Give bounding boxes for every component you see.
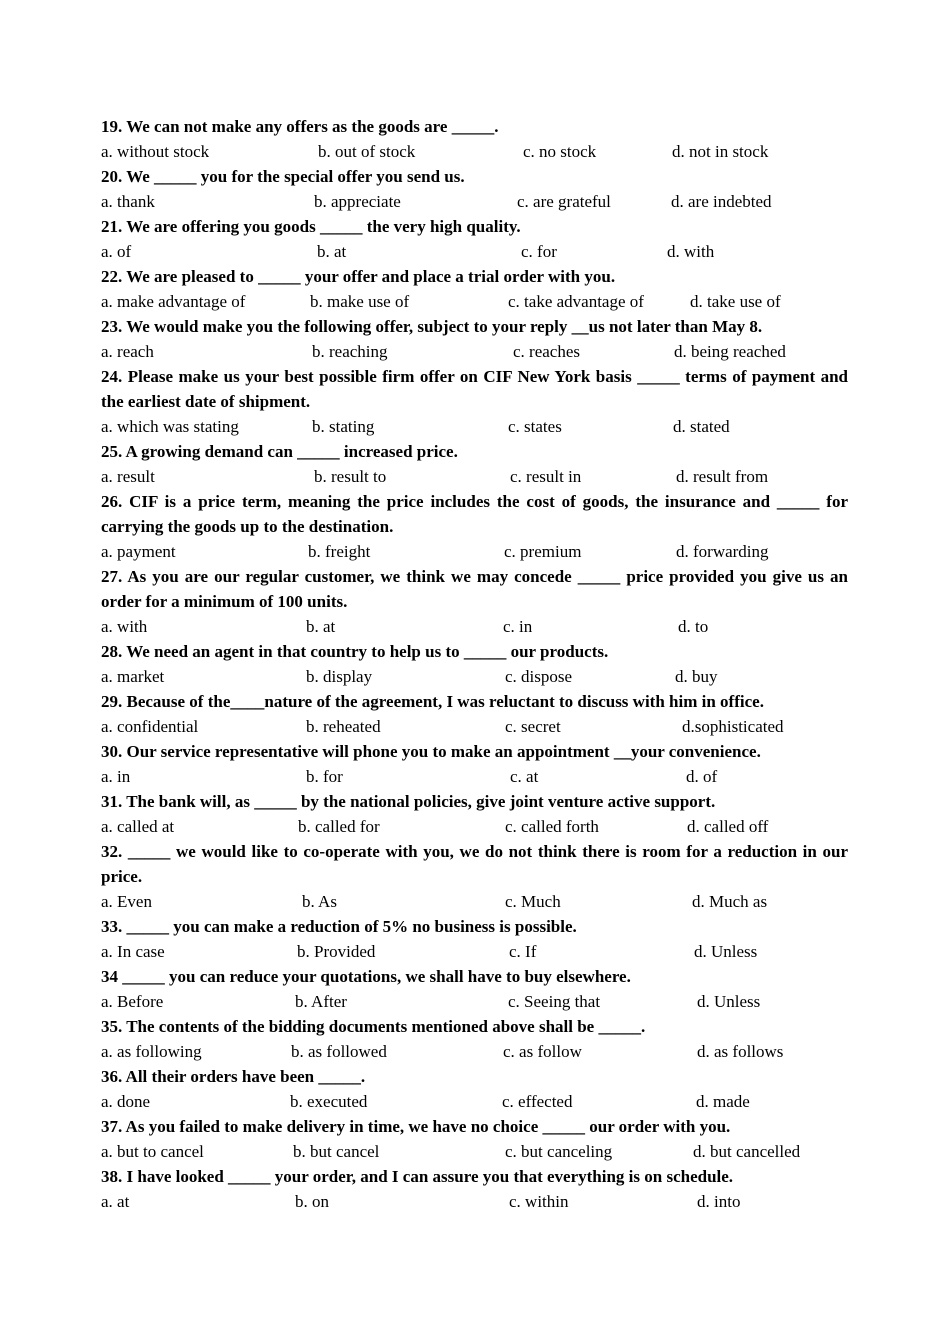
option-c: c. effected	[502, 1092, 573, 1111]
option-d: d. Unless	[697, 992, 761, 1011]
option-row	[101, 189, 871, 214]
option-c: c. reaches	[513, 342, 581, 361]
option-row	[101, 714, 871, 739]
option-b: b. result to	[314, 467, 387, 486]
option-row	[101, 664, 871, 689]
question-item	[101, 164, 871, 214]
option-c: c. called forth	[505, 817, 599, 836]
option-row	[101, 539, 871, 564]
option-b: b. on	[295, 1192, 329, 1211]
question-stem: 25. A growing demand can _____ increased price.	[101, 442, 458, 461]
question-item	[101, 439, 871, 489]
option-d: d. to	[678, 617, 709, 636]
question-item	[101, 1064, 871, 1114]
question-stem: 31. The bank will, as _____ by the national policies, give joint venture active support.	[101, 792, 716, 811]
option-a: a. at	[101, 1192, 130, 1211]
option-b: b. for	[306, 767, 343, 786]
question-stem: 22. We are pleased to _____ your offer and place a trial order with you.	[101, 267, 616, 286]
option-row	[101, 939, 871, 964]
question-item	[101, 914, 871, 964]
option-row	[101, 889, 871, 914]
option-b: b. As	[302, 892, 337, 911]
question-item	[101, 739, 871, 789]
option-a: a. with	[101, 617, 148, 636]
question-item	[101, 264, 871, 314]
option-d: d. Much as	[692, 892, 768, 911]
option-c: c. no stock	[523, 142, 597, 161]
option-c: c. take advantage of	[508, 292, 644, 311]
question-item	[101, 114, 871, 164]
option-row	[101, 1189, 871, 1214]
option-a: a. result	[101, 467, 155, 486]
option-b: b. appreciate	[314, 192, 401, 211]
option-b: b. After	[295, 992, 347, 1011]
option-d: d. stated	[673, 417, 730, 436]
question-item	[101, 789, 871, 839]
option-row	[101, 414, 871, 439]
option-d: d. are indebted	[671, 192, 772, 211]
option-a: a. In case	[101, 942, 165, 961]
question-stem: 19. We can not make any offers as the goods are _____.	[101, 117, 499, 136]
option-b: b. Provided	[297, 942, 376, 961]
option-row	[101, 614, 871, 639]
option-a: a. Before	[101, 992, 164, 1011]
question-stem: 26. CIF is a price term, meaning the price includes the cost of goods, the insurance and _____ for carrying the goods up to the destination.	[101, 492, 848, 536]
option-d: d. of	[686, 767, 718, 786]
option-d: d. Unless	[694, 942, 758, 961]
question-stem: 20. We _____ you for the special offer you send us.	[101, 167, 465, 186]
option-c: c. Seeing that	[508, 992, 601, 1011]
option-a: a. in	[101, 767, 131, 786]
option-d: d. as follows	[697, 1042, 784, 1061]
question-item	[101, 364, 871, 439]
question-stem: 30. Our service representative will phone you to make an appointment __your convenience.	[101, 742, 761, 761]
question-stem: 27. As you are our regular customer, we think we may concede _____ price provided you give us an order for a minimum of 100 units.	[101, 567, 848, 611]
option-b: b. freight	[308, 542, 371, 561]
option-d: d.sophisticated	[682, 717, 784, 736]
option-c: c. for	[521, 242, 557, 261]
option-a: a. without stock	[101, 142, 210, 161]
option-a: a. done	[101, 1092, 151, 1111]
option-d: d. buy	[675, 667, 718, 686]
option-b: b. display	[306, 667, 373, 686]
option-d: d. result from	[676, 467, 769, 486]
question-stem: 28. We need an agent in that country to help us to _____ our products.	[101, 642, 609, 661]
question-item	[101, 1164, 871, 1214]
question-stem: 34 _____ you can reduce your quotations, we shall have to buy elsewhere.	[101, 967, 631, 986]
option-row	[101, 239, 871, 264]
option-a: a. as following	[101, 1042, 202, 1061]
option-c: c. states	[508, 417, 562, 436]
question-item	[101, 1114, 871, 1164]
question-item	[101, 639, 871, 689]
option-c: c. dispose	[505, 667, 573, 686]
question-item	[101, 839, 871, 914]
question-item	[101, 314, 871, 364]
option-b: b. out of stock	[318, 142, 416, 161]
option-row	[101, 339, 871, 364]
option-c: c. premium	[504, 542, 582, 561]
option-d: d. being reached	[674, 342, 786, 361]
option-b: b. reaching	[312, 342, 388, 361]
option-a: a. called at	[101, 817, 175, 836]
option-c: c. If	[509, 942, 537, 961]
option-b: b. as followed	[291, 1042, 387, 1061]
option-c: c. secret	[505, 717, 561, 736]
question-stem: 32. _____ we would like to co-operate with you, we do not think there is room for a reduction in our price.	[101, 842, 848, 886]
option-a: a. payment	[101, 542, 176, 561]
option-d: d. into	[697, 1192, 741, 1211]
option-b: b. make use of	[310, 292, 410, 311]
option-b: b. at	[306, 617, 336, 636]
question-item	[101, 689, 871, 739]
option-c: c. as follow	[503, 1042, 582, 1061]
question-item	[101, 964, 871, 1014]
question-stem: 23. We would make you the following offer, subject to your reply __us not later than May 8.	[101, 317, 763, 336]
option-d: d. forwarding	[676, 542, 769, 561]
question-item	[101, 489, 871, 564]
option-a: a. thank	[101, 192, 155, 211]
question-stem: 37. As you failed to make delivery in time, we have no choice _____ our order with you.	[101, 1117, 731, 1136]
option-b: b. at	[317, 242, 347, 261]
question-stem: 24. Please make us your best possible firm offer on CIF New York basis _____ terms of payment and the earliest date of shipment.	[101, 367, 848, 411]
option-d: d. but cancelled	[693, 1142, 801, 1161]
option-row	[101, 814, 871, 839]
option-c: c. are grateful	[517, 192, 611, 211]
option-row	[101, 1039, 871, 1064]
option-row	[101, 989, 871, 1014]
question-stem: 33. _____ you can make a reduction of 5% no business is possible.	[101, 917, 577, 936]
question-item	[101, 1014, 871, 1064]
question-stem: 36. All their orders have been _____.	[101, 1067, 366, 1086]
question-item	[101, 564, 871, 639]
option-d: d. not in stock	[672, 142, 769, 161]
option-b: b. called for	[298, 817, 380, 836]
question-stem: 29. Because of the____nature of the agreement, I was reluctant to discuss with him in office.	[101, 692, 764, 711]
option-a: a. make advantage of	[101, 292, 246, 311]
option-row	[101, 139, 871, 164]
option-c: c. result in	[510, 467, 582, 486]
option-c: c. but canceling	[505, 1142, 613, 1161]
option-c: c. Much	[505, 892, 561, 911]
option-row	[101, 1139, 871, 1164]
option-row	[101, 1089, 871, 1114]
option-d: d. take use of	[690, 292, 781, 311]
option-d: d. made	[696, 1092, 750, 1111]
question-item	[101, 214, 871, 264]
option-a: a. confidential	[101, 717, 199, 736]
option-a: a. but to cancel	[101, 1142, 204, 1161]
option-row	[101, 464, 871, 489]
option-d: d. with	[667, 242, 715, 261]
option-c: c. at	[510, 767, 539, 786]
question-stem: 38. I have looked _____ your order, and I can assure you that everything is on schedule.	[101, 1167, 734, 1186]
option-a: a. of	[101, 242, 132, 261]
question-list	[101, 114, 871, 1214]
question-stem: 35. The contents of the bidding documents mentioned above shall be _____.	[101, 1017, 646, 1036]
option-a: a. Even	[101, 892, 152, 911]
option-row	[101, 764, 871, 789]
option-b: b. but cancel	[293, 1142, 380, 1161]
option-c: c. in	[503, 617, 533, 636]
option-a: a. which was stating	[101, 417, 239, 436]
option-b: b. stating	[312, 417, 375, 436]
option-c: c. within	[509, 1192, 569, 1211]
option-b: b. executed	[290, 1092, 368, 1111]
option-a: a. market	[101, 667, 165, 686]
option-a: a. reach	[101, 342, 154, 361]
option-d: d. called off	[687, 817, 769, 836]
question-stem: 21. We are offering you goods _____ the very high quality.	[101, 217, 521, 236]
option-b: b. reheated	[306, 717, 381, 736]
option-row	[101, 289, 871, 314]
